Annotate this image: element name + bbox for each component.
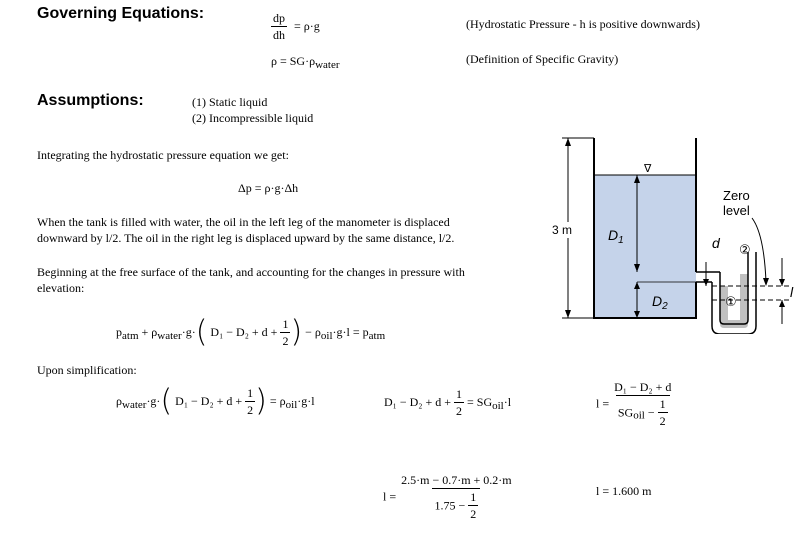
height-label: 3 m: [552, 223, 573, 237]
arrow-head: [763, 278, 769, 286]
l-label: l: [790, 284, 794, 300]
begin-text-line: elevation:: [37, 281, 85, 295]
solved-l-equation: l = D₁ − D₂ + d $SG_{oil}$ − $\frac{1}{2}$: [596, 380, 672, 428]
water-fill: [594, 175, 696, 318]
arrow-head: [565, 138, 571, 146]
dp-dh-fraction: $\frac{dp}{dh}$: [273, 11, 285, 42]
point-1-label: ①: [725, 294, 737, 309]
simplified-equation-1: $\rho_{water}\cdot g\cdot$( D₁ − D₂ + d + $\frac{1}{2}$ ) = $\rho_{oil}\cdot g\cdot l$: [116, 383, 315, 419]
specific-gravity-note: (Definition of Specific Gravity): [466, 52, 619, 66]
d-label: d: [712, 235, 720, 251]
level-label: level: [723, 203, 750, 218]
tank-text-line: When the tank is filled with water, the oil in the left leg of the manometer is displaced: [37, 215, 450, 229]
begin-text-line: Beginning at the free surface of the tank, and accounting for the changes in pressure with: [37, 265, 465, 279]
arrow-head: [779, 279, 785, 286]
point-2-label: ②: [739, 242, 751, 257]
assumption-item: (1) Static liquid: [192, 95, 268, 109]
pressure-balance-equation: $p_{atm} + \rho_{water}\cdot g\cdot$( D₁ − D₂ + d + $\frac{1}{2}$ ) − $\rho_{oil}\cdot g\cdot l = p_{atm}$: [116, 314, 386, 350]
assumptions-heading: Assumptions:: [37, 92, 144, 109]
hydrostatic-equation: $\frac{dp}{dh}$ = ρ·g: [273, 11, 320, 42]
result-value: l = 1.600 m: [596, 484, 652, 498]
hydrostatic-note: (Hydrostatic Pressure - h is positive downwards): [466, 17, 700, 31]
simplification-text: Upon simplification:: [37, 363, 137, 377]
final-numeric-equation: l = 2.5·m − 0.7·m + 0.2·m 1.75 − $\frac{1}{2}$: [383, 473, 512, 521]
zero-label: Zero: [723, 188, 750, 203]
tank-manometer-diagram: [540, 134, 800, 334]
specific-gravity-equation: $\rho = SG\cdot\rho_{water}$: [271, 54, 340, 71]
d1-label: $D_1$: [608, 227, 624, 246]
integrating-text: Integrating the hydrostatic pressure equation we get:: [37, 148, 289, 162]
assumption-item: (2) Incompressible liquid: [192, 111, 314, 125]
leader-line: [752, 218, 766, 282]
tank-text-line: downward by l/2. The oil in the right leg is displaced upward by the same distance, l/2.: [37, 231, 455, 245]
arrow-head: [779, 300, 785, 307]
governing-heading: Governing Equations:: [37, 5, 205, 22]
d2-label: $D_2$: [652, 293, 668, 312]
arrow-head: [565, 310, 571, 318]
integrated-equation: Δp = ρ·g·Δh: [238, 181, 299, 195]
simplified-equation-2: D₁ − D₂ + d + $\frac{1}{2}$ = $SG_{oil}\cdot l$: [384, 387, 512, 418]
free-surface-symbol: ∇: [644, 163, 652, 175]
